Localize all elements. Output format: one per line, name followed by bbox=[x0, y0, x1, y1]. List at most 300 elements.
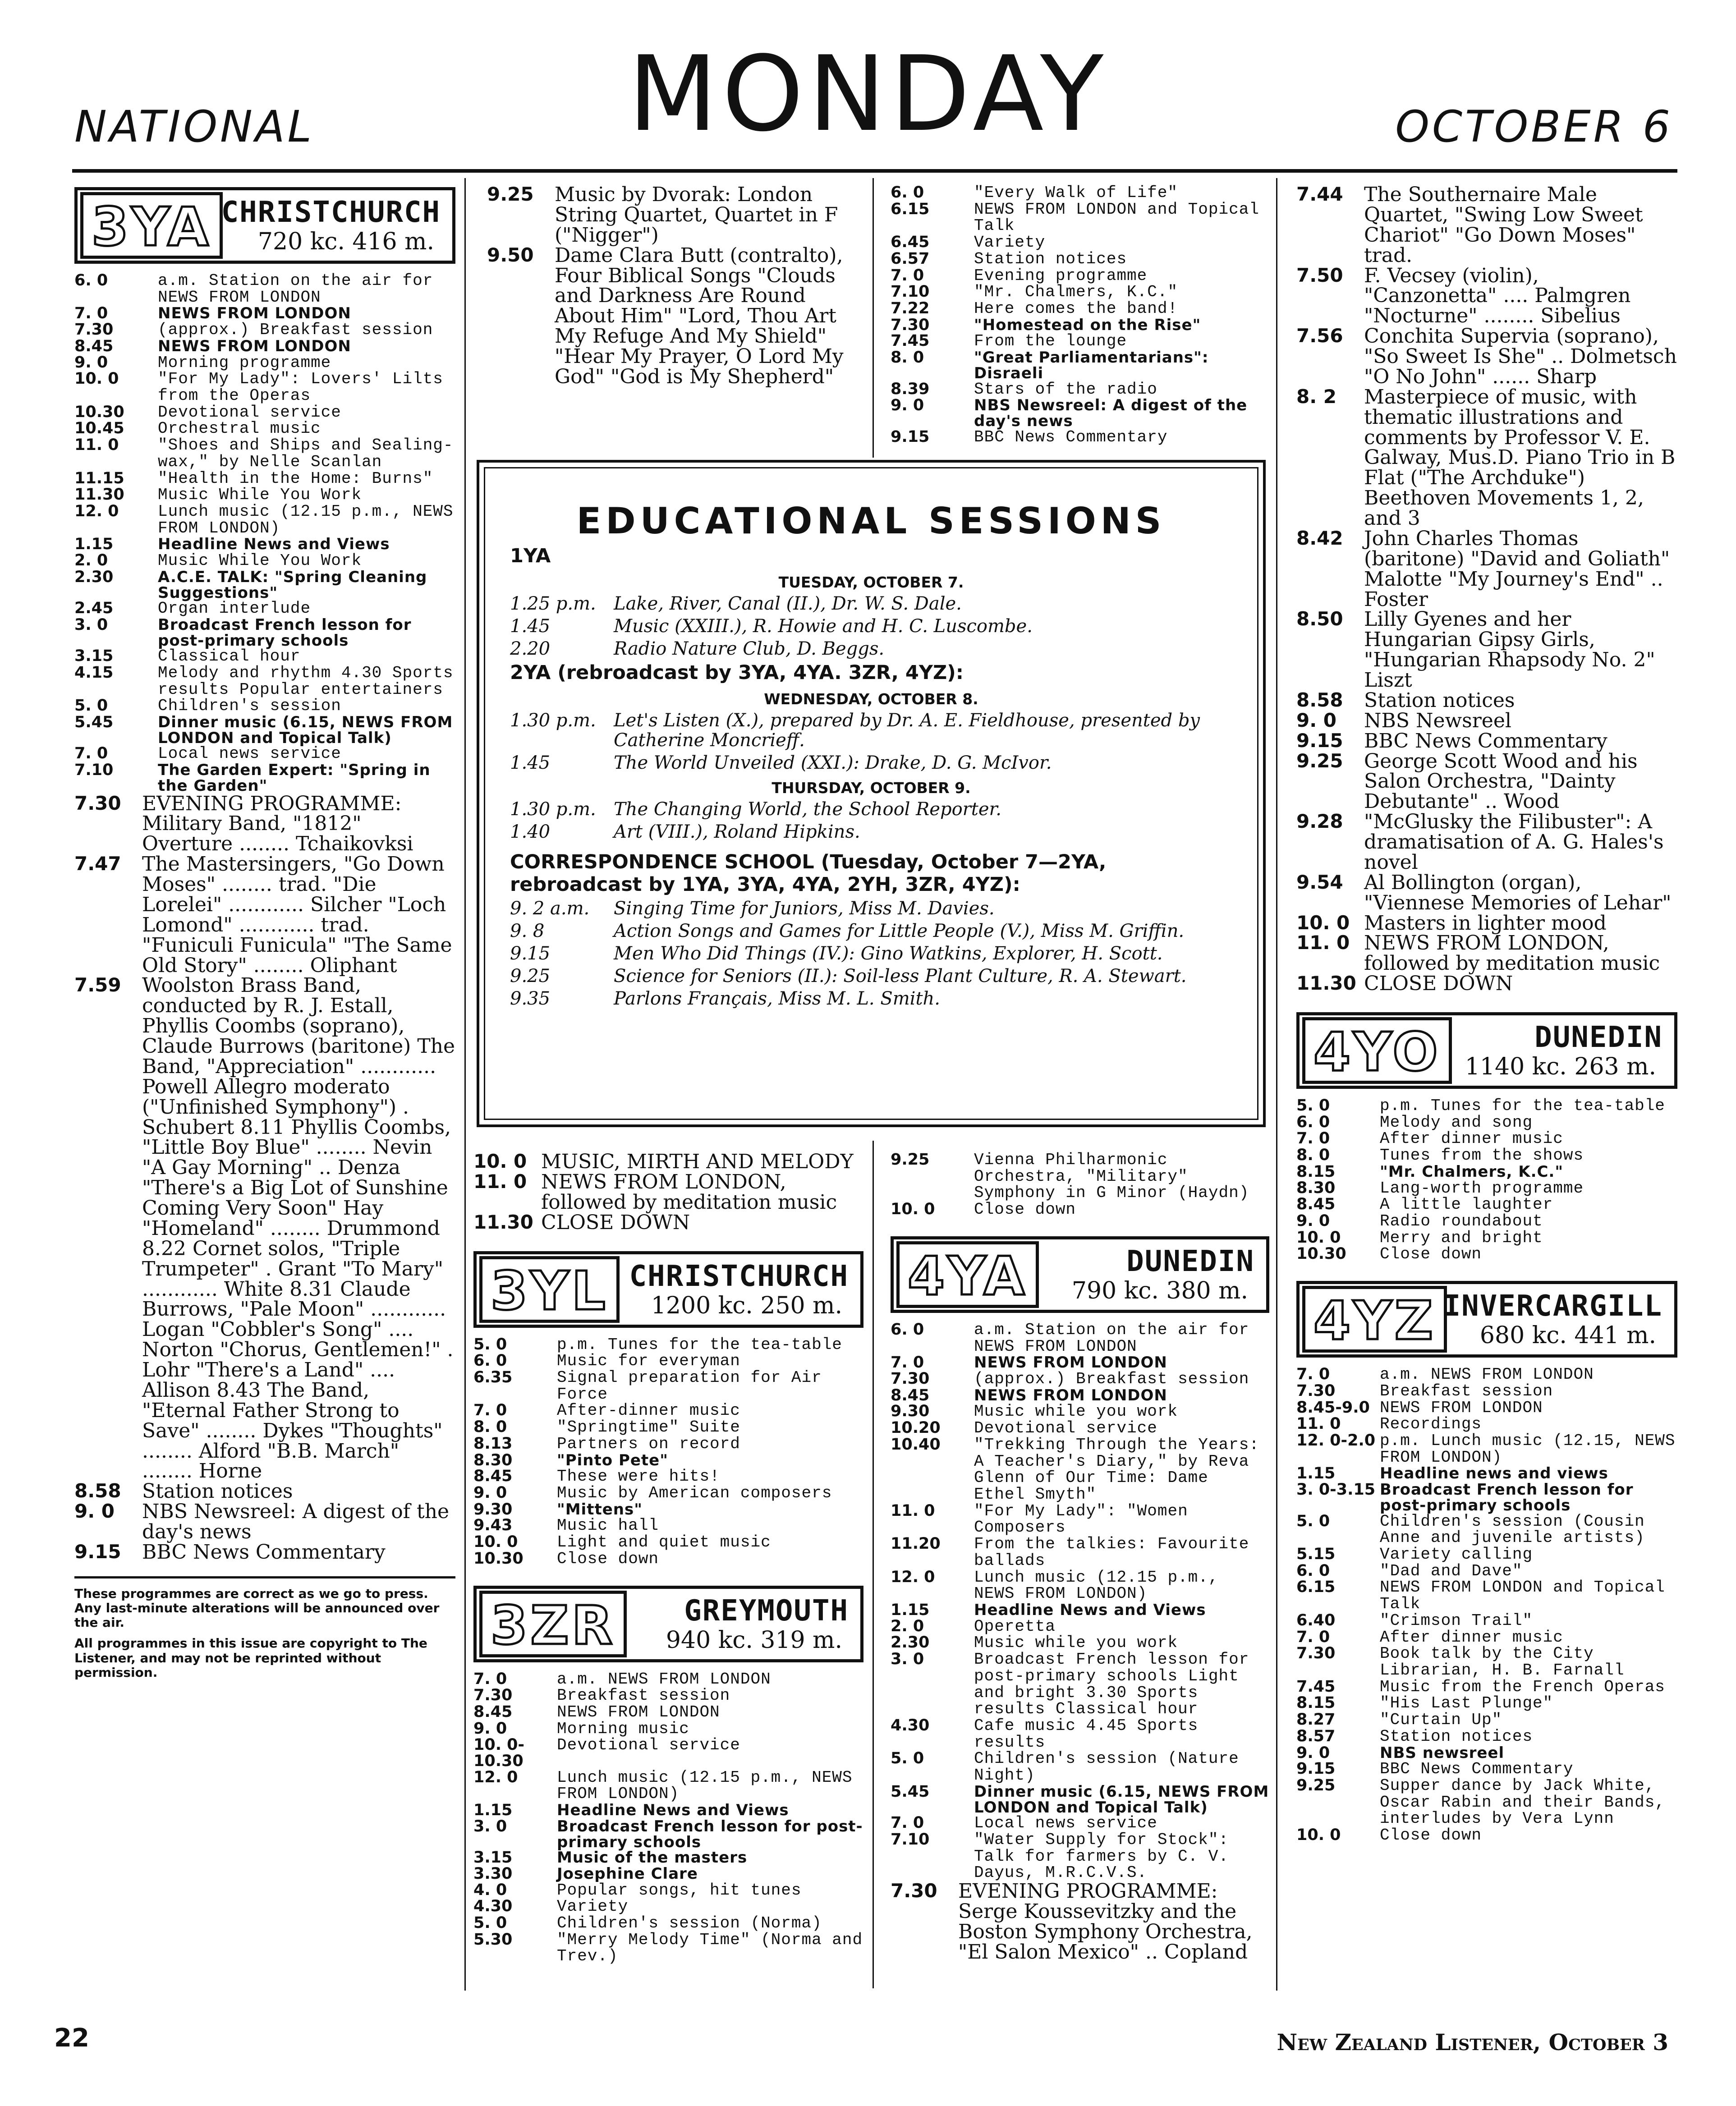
programme-time: 7.30 bbox=[891, 316, 930, 334]
programme-time: 9.15 bbox=[74, 1540, 121, 1563]
programme-entry bbox=[1296, 749, 1677, 813]
programme-title: NBS Newsreel: A digest of the day's news bbox=[142, 1500, 450, 1544]
programme-time: 8.57 bbox=[1296, 1727, 1336, 1745]
programme-entry bbox=[1296, 1563, 1677, 1580]
programme-title: Morning programme bbox=[158, 353, 331, 372]
programme-title: Stars of the radio bbox=[974, 380, 1157, 399]
programme-time: 7.30 bbox=[891, 1880, 937, 1902]
programme-title: "For My Lady": Lovers' Lilts from the Operas bbox=[158, 370, 443, 405]
programme-title: a.m. Station on the air for NEWS FROM LONDON bbox=[974, 1320, 1249, 1356]
notice-alterations: These programmes are correct as we go to press. Any last-minute alterations will be announced over the air. bbox=[74, 1586, 440, 1630]
programme-entry bbox=[473, 1932, 863, 1965]
station-freq-4ya: 790 kc. 380 m. bbox=[1071, 1277, 1248, 1304]
programme-title: Cafe music 4.45 Sports results bbox=[974, 1716, 1199, 1752]
programme-title: Tunes from the shows bbox=[1380, 1146, 1584, 1165]
programme-entry bbox=[473, 1468, 863, 1485]
programme-time: 7.45 bbox=[1296, 1677, 1336, 1696]
programme-entry bbox=[473, 1485, 863, 1502]
edu-session-time: 1.45 bbox=[510, 752, 551, 773]
programme-time: 9. 0 bbox=[1296, 709, 1337, 731]
programme-time: 12. 0 bbox=[74, 502, 119, 520]
programme-time: 10. 0 bbox=[473, 1152, 527, 1172]
edu-session-title: Action Songs and Games for Little People (V.), Miss M. Griffin. bbox=[614, 921, 1185, 941]
schedule-3ya-evening bbox=[74, 794, 455, 1563]
programme-entry bbox=[74, 715, 455, 746]
programme-time: 4.30 bbox=[473, 1897, 513, 1916]
programme-time: 7.50 bbox=[1296, 264, 1343, 286]
programme-title: Lunch music (12.15 p.m., NEWS FROM LONDON) bbox=[158, 502, 454, 537]
station-freq-3zr: 940 kc. 319 m. bbox=[666, 1626, 842, 1654]
programme-title: "Trekking Through the Years: A Teacher's Diary," by Reva Glenn of Our Time: Dame Ethel Smyth" bbox=[974, 1435, 1259, 1504]
programme-entry bbox=[74, 648, 455, 665]
programme-entry bbox=[74, 976, 455, 1482]
schedule-3zr bbox=[473, 1671, 863, 1965]
programme-entry bbox=[1296, 1695, 1677, 1712]
programme-time: 1.15 bbox=[74, 535, 114, 554]
programme-entry bbox=[1296, 1514, 1677, 1546]
header-rule bbox=[72, 169, 1677, 173]
station-box-3zr bbox=[473, 1586, 863, 1662]
programme-entry bbox=[1296, 1400, 1677, 1417]
programme-entry bbox=[1296, 326, 1677, 387]
programme-title: NEWS FROM LONDON bbox=[974, 1386, 1167, 1404]
schedule-3ya-close bbox=[473, 1152, 863, 1233]
programme-entry bbox=[74, 698, 455, 715]
programme-time: 8.58 bbox=[1296, 688, 1343, 711]
programme-title: Orchestral music bbox=[158, 419, 321, 438]
edu-session-time: 9.15 bbox=[510, 943, 551, 964]
programme-entry bbox=[891, 1404, 1269, 1420]
programme-entry bbox=[1296, 1367, 1677, 1383]
programme-title: "Mittens" bbox=[557, 1500, 643, 1519]
programme-title: NEWS FROM LONDON and Topical Talk bbox=[1380, 1578, 1665, 1614]
programme-entry bbox=[891, 317, 1269, 334]
station-freq-4yo: 1140 kc. 263 m. bbox=[1465, 1053, 1656, 1080]
programme-title: (approx.) Breakfast session bbox=[158, 321, 433, 340]
programme-title: Josephine Clare bbox=[557, 1864, 698, 1883]
programme-title: "Mr. Chalmers, K.C." bbox=[1380, 1162, 1564, 1181]
programme-time: 3. 0-3.15 bbox=[1296, 1481, 1376, 1499]
programme-entry bbox=[891, 1635, 1269, 1652]
programme-time: 8.27 bbox=[1296, 1711, 1336, 1729]
programme-entry bbox=[891, 1751, 1269, 1784]
programme-entry bbox=[891, 1619, 1269, 1635]
programme-time: 11.30 bbox=[1296, 972, 1356, 995]
programme-entry bbox=[1296, 812, 1677, 873]
programme-entry bbox=[74, 273, 455, 306]
programme-entry bbox=[74, 437, 455, 470]
programme-title: Music of the masters bbox=[557, 1849, 748, 1867]
edu-session-row bbox=[510, 944, 1232, 964]
programme-title: Masters in lighter mood bbox=[1364, 911, 1607, 935]
programme-entry bbox=[473, 1671, 863, 1688]
programme-time: 7.22 bbox=[891, 299, 930, 318]
programme-time: 7.10 bbox=[891, 283, 930, 301]
page-title: MONDAY bbox=[628, 34, 1108, 155]
station-freq-3yl: 1200 kc. 250 m. bbox=[651, 1292, 842, 1319]
programme-title: NEWS FROM LONDON bbox=[158, 337, 351, 355]
edu-rows-4 bbox=[510, 899, 1232, 1009]
programme-entry bbox=[891, 1602, 1269, 1619]
programme-title: Organ interlude bbox=[158, 599, 311, 618]
programme-title: NBS newsreel bbox=[1380, 1744, 1505, 1762]
programme-time: 8.45 bbox=[473, 1702, 513, 1721]
programme-entry bbox=[891, 1652, 1269, 1718]
programme-entry bbox=[1296, 933, 1677, 974]
edu-session-time: 1.30 p.m. bbox=[510, 799, 596, 820]
programme-time: 9. 0 bbox=[473, 1719, 507, 1738]
edu-session-row bbox=[510, 616, 1232, 636]
programme-time: 7. 0 bbox=[74, 304, 108, 323]
programme-title: After dinner music bbox=[1380, 1628, 1563, 1647]
edu-session-row bbox=[510, 966, 1232, 986]
programme-title: Devotional service bbox=[557, 1736, 740, 1755]
programme-entry bbox=[473, 1502, 863, 1518]
programme-time: 9.25 bbox=[1296, 1776, 1336, 1794]
programme-title: Close down bbox=[557, 1549, 659, 1568]
programme-entry bbox=[891, 1202, 1269, 1218]
edu-session-row bbox=[510, 753, 1232, 773]
programme-title: The Mastersingers, "Go Down Moses" ........ trad. "Die Lorelei" ............ Silcher "Loch Lomond" ............ trad. "Funiculi Funicula" "The Same Old Story" ........ Oliphant bbox=[142, 853, 452, 977]
programme-title: Melody and rhythm 4.30 Sports results Popular entertainers bbox=[158, 663, 454, 699]
programme-entry bbox=[891, 1569, 1269, 1602]
station-freq-3ya: 720 kc. 416 m. bbox=[257, 228, 434, 255]
programme-time: 10.40 bbox=[891, 1435, 941, 1454]
programme-entry bbox=[1296, 610, 1677, 691]
programme-entry bbox=[473, 1213, 863, 1233]
column-divider-2 bbox=[873, 178, 874, 458]
programme-title: Headline news and views bbox=[1380, 1464, 1608, 1483]
programme-title: Radio roundabout bbox=[1380, 1212, 1543, 1230]
edu-session-time: 1.45 bbox=[510, 616, 551, 637]
edu-session-title: Men Who Did Things (IV.): Gino Watkins, Explorer, H. Scott. bbox=[614, 943, 1163, 964]
programme-entry bbox=[891, 1371, 1269, 1388]
programme-time: 7. 0 bbox=[1296, 1365, 1330, 1384]
station-box-3yl bbox=[473, 1251, 863, 1328]
programme-time: 10. 0 bbox=[1296, 1228, 1341, 1247]
programme-time: 9. 0 bbox=[74, 1500, 115, 1523]
programme-entry bbox=[891, 350, 1269, 381]
programme-entry bbox=[473, 1915, 863, 1932]
programme-title: George Scott Wood and his Salon Orchestra, "Dainty Debutante" .. Wood bbox=[1364, 749, 1638, 813]
programme-entry bbox=[74, 471, 455, 487]
programme-title: The Southernaire Male Quartet, "Swing Low Sweet Chariot" "Go Down Moses" trad. bbox=[1364, 185, 1643, 267]
programme-time: 9.30 bbox=[891, 1402, 930, 1421]
programme-time: 11. 0 bbox=[473, 1170, 527, 1193]
programme-title: Morning music bbox=[557, 1719, 689, 1738]
programme-title: Station notices bbox=[974, 249, 1127, 268]
programme-title: Vienna Philharmonic Orchestra, "Military" Symphony in G Minor (Haydn) bbox=[974, 1152, 1249, 1202]
programme-time: 8. 2 bbox=[1296, 385, 1337, 408]
programme-entry bbox=[891, 1536, 1269, 1569]
programme-title: Station notices bbox=[1364, 688, 1515, 712]
programme-entry bbox=[473, 1152, 863, 1172]
programme-time: 4. 0 bbox=[473, 1881, 507, 1899]
programme-entry bbox=[1296, 913, 1677, 934]
programme-entry bbox=[74, 665, 455, 698]
programme-time: 6.35 bbox=[473, 1368, 513, 1386]
programme-title: NEWS FROM LONDON, followed by meditation music bbox=[541, 1170, 837, 1214]
programme-entry bbox=[1296, 731, 1677, 752]
programme-time: 12. 0 bbox=[473, 1768, 518, 1786]
programme-title: "Crimson Trail" bbox=[1380, 1611, 1533, 1630]
programme-time: 8.30 bbox=[473, 1451, 513, 1469]
programme-time: 5.15 bbox=[1296, 1545, 1336, 1563]
edu-rows-3 bbox=[510, 799, 1232, 842]
programme-time: 11.15 bbox=[74, 469, 124, 487]
programme-title: From the talkies: Favourite ballads bbox=[974, 1535, 1249, 1570]
programme-entry bbox=[1296, 1827, 1677, 1844]
programme-title: Close down bbox=[1380, 1826, 1482, 1845]
programme-title: Popular songs, hit tunes bbox=[557, 1881, 802, 1900]
programme-title: These were hits! bbox=[557, 1467, 720, 1486]
programme-time: 3.15 bbox=[473, 1849, 513, 1867]
schedule-4ya-late bbox=[1296, 185, 1677, 994]
programme-title: Variety bbox=[557, 1897, 629, 1916]
programme-entry bbox=[473, 1899, 863, 1915]
schedule-3yl-cont bbox=[891, 185, 1269, 445]
programme-entry bbox=[473, 1551, 863, 1568]
programme-title: Music by Dvorak: London String Quartet, Quartet in F ("Nigger") bbox=[555, 185, 838, 247]
programme-time: 2.30 bbox=[74, 568, 114, 586]
programme-title: p.m. Lunch music (12.15, NEWS FROM LONDON) bbox=[1380, 1432, 1676, 1467]
programme-time: 2. 0 bbox=[74, 551, 108, 570]
programme-title: Music While You Work bbox=[158, 486, 362, 505]
programme-title: Music by American composers bbox=[557, 1483, 832, 1502]
programme-time: 5.30 bbox=[473, 1930, 513, 1949]
programme-entry bbox=[891, 1815, 1269, 1832]
programme-entry bbox=[1296, 1115, 1677, 1131]
schedule-3yl bbox=[473, 1337, 863, 1568]
programme-entry bbox=[891, 1152, 1269, 1202]
programme-title: Lunch music (12.15 p.m., NEWS FROM LONDON) bbox=[974, 1568, 1219, 1603]
station-call-4yz: 4YZ bbox=[1302, 1286, 1447, 1353]
edu-session-time: 9.35 bbox=[510, 988, 551, 1009]
edu-session-title: The Changing World, the School Reporter. bbox=[614, 799, 1001, 820]
programme-entry bbox=[1296, 688, 1677, 712]
programme-entry bbox=[1296, 185, 1677, 266]
programme-entry bbox=[473, 1882, 863, 1899]
programme-time: 5.45 bbox=[891, 1782, 930, 1801]
programme-time: 8.45-9.0 bbox=[1296, 1398, 1370, 1417]
programme-entry bbox=[487, 243, 863, 388]
programme-time: 7.47 bbox=[74, 853, 121, 875]
programme-title: Light and quiet music bbox=[557, 1533, 771, 1552]
edu-session-title: Music (XXIII.), R. Howie and H. C. Luscombe. bbox=[614, 616, 1033, 637]
programme-time: 8.13 bbox=[473, 1434, 513, 1453]
edu-session-time: 2.20 bbox=[510, 638, 551, 659]
programme-title: F. Vecsey (violin), "Canzonetta" .... Palmgren "Nocturne" ........ Sibelius bbox=[1364, 264, 1631, 328]
programme-title: Supper dance by Jack White, Oscar Rabin and their Bands, interludes by Vera Lynn bbox=[1380, 1776, 1665, 1828]
programme-time: 10.30 bbox=[473, 1549, 524, 1568]
programme-title: Headline News and Views bbox=[974, 1601, 1206, 1620]
programme-time: 10.30 bbox=[74, 403, 124, 421]
programme-entry bbox=[1296, 1230, 1677, 1247]
programme-entry bbox=[891, 1784, 1269, 1815]
programme-time: 4.15 bbox=[74, 663, 114, 682]
edu-session-time: 9. 2 a.m. bbox=[510, 898, 590, 919]
programme-entry bbox=[473, 1403, 863, 1419]
programme-entry bbox=[473, 1803, 863, 1819]
schedule-4yz bbox=[1296, 1367, 1677, 1844]
programme-entry bbox=[1296, 1147, 1677, 1164]
programme-entry bbox=[74, 322, 455, 339]
programme-time: 8.15 bbox=[1296, 1694, 1336, 1712]
programme-time: 10. 0 bbox=[74, 370, 119, 388]
edu-session-time: 1.30 p.m. bbox=[510, 710, 596, 731]
programme-time: 1.15 bbox=[891, 1601, 930, 1620]
programme-entry bbox=[74, 569, 455, 601]
programme-title: Children's session (Cousin Anne and juvenile artists) bbox=[1380, 1512, 1645, 1547]
programme-time: 10. 0 bbox=[1296, 1826, 1341, 1844]
programme-time: 11.20 bbox=[891, 1535, 941, 1553]
programme-title: Masterpiece of music, with thematic illustrations and comments by Professor V. E. Galway, Mus.D. Piano Trio in B Flat ("The Archduke") Beethoven Movements 1, 2, and 3 bbox=[1364, 385, 1676, 530]
programme-title: (approx.) Breakfast session bbox=[974, 1370, 1249, 1388]
programme-time: 3. 0 bbox=[473, 1817, 507, 1835]
programme-title: Broadcast French lesson for post-primary schools Light and bright 3.30 Sports results Classical hour bbox=[974, 1650, 1249, 1719]
programme-entry bbox=[1296, 873, 1677, 913]
programme-time: 7.30 bbox=[473, 1686, 513, 1705]
programme-title: Merry and bright bbox=[1380, 1228, 1543, 1247]
programme-entry bbox=[74, 794, 455, 855]
programme-time: 5. 0 bbox=[1296, 1512, 1330, 1530]
programme-entry bbox=[1296, 1466, 1677, 1482]
programme-entry bbox=[1296, 1745, 1677, 1762]
programme-entry bbox=[1296, 1679, 1677, 1696]
programme-entry bbox=[1296, 974, 1677, 994]
programme-time: 8.15 bbox=[1296, 1162, 1336, 1181]
programme-entry bbox=[1296, 1416, 1677, 1433]
programme-entry bbox=[1296, 1629, 1677, 1646]
programme-time: 8.42 bbox=[1296, 527, 1343, 549]
programme-time: 10.20 bbox=[891, 1419, 941, 1437]
edu-day-thursday: THURSDAY, OCTOBER 9. bbox=[772, 779, 971, 797]
programme-title: Music hall bbox=[557, 1516, 659, 1535]
programme-time: 7. 0 bbox=[1296, 1628, 1330, 1646]
edu-rows-1 bbox=[510, 594, 1232, 659]
column-divider-4 bbox=[1276, 178, 1277, 1991]
programme-title: Melody and song bbox=[1380, 1113, 1533, 1132]
edu-session-row bbox=[510, 899, 1232, 918]
programme-time: 8.50 bbox=[1296, 608, 1343, 630]
edu-session-time: 9. 8 bbox=[510, 921, 545, 941]
programme-time: 8.45 bbox=[891, 1386, 930, 1404]
programme-title: BBC News Commentary bbox=[1364, 729, 1607, 752]
programme-title: Breakfast session bbox=[557, 1686, 730, 1705]
programme-time: 9.25 bbox=[891, 1152, 930, 1169]
programme-time: 11.30 bbox=[473, 1211, 533, 1233]
programme-time: 7. 0 bbox=[891, 1814, 924, 1832]
programme-entry bbox=[473, 1688, 863, 1704]
programme-title: Broadcast French lesson for post-primary schools bbox=[557, 1817, 863, 1851]
programme-title: BBC News Commentary bbox=[974, 427, 1168, 446]
programme-entry bbox=[74, 421, 455, 437]
station-city-3yl: CHRISTCHURCH bbox=[629, 1259, 849, 1293]
programme-entry bbox=[473, 1353, 863, 1370]
programme-time: 10. 0 bbox=[473, 1533, 518, 1551]
edu-session-title: Singing Time for Juniors, Miss M. Davies. bbox=[614, 898, 995, 919]
programme-time: 1.15 bbox=[1296, 1464, 1336, 1483]
programme-entry bbox=[891, 1355, 1269, 1371]
programme-entry bbox=[1296, 1197, 1677, 1213]
programme-entry bbox=[891, 185, 1269, 202]
programme-time: 7.59 bbox=[74, 974, 121, 996]
programme-title: a.m. NEWS FROM LONDON bbox=[1380, 1365, 1594, 1384]
programme-entry bbox=[891, 284, 1269, 301]
programme-time: 12. 0 bbox=[891, 1568, 935, 1586]
programme-title: "His Last Plunge" bbox=[1380, 1694, 1553, 1713]
programme-title: NEWS FROM LONDON and Topical Talk bbox=[974, 200, 1259, 235]
programme-entry bbox=[891, 398, 1269, 429]
programme-time: 11.30 bbox=[74, 486, 124, 504]
programme-entry bbox=[473, 1453, 863, 1469]
copyright-notice bbox=[74, 1576, 455, 1680]
programme-title: NBS Newsreel bbox=[1364, 709, 1511, 732]
programme-time: 7. 0 bbox=[891, 1354, 924, 1372]
programme-entry bbox=[1296, 1482, 1677, 1513]
edu-session-title: Parlons Français, Miss M. L. Smith. bbox=[614, 988, 941, 1009]
edu-session-time: 1.25 p.m. bbox=[510, 593, 596, 614]
programme-title: Variety calling bbox=[1380, 1545, 1533, 1564]
edu-session-time: 1.40 bbox=[510, 821, 551, 842]
programme-entry bbox=[891, 1437, 1269, 1503]
programme-time: 7. 0 bbox=[74, 744, 108, 763]
header-date: OCTOBER 6 bbox=[1395, 101, 1673, 152]
programme-title: p.m. Tunes for the tea-table bbox=[557, 1335, 842, 1354]
edu-rows-2 bbox=[510, 711, 1232, 773]
programme-time: 6.15 bbox=[1296, 1578, 1336, 1597]
programme-entry bbox=[891, 301, 1269, 317]
programme-time: 5. 0 bbox=[891, 1749, 924, 1768]
programme-entry bbox=[1296, 1778, 1677, 1827]
programme-entry bbox=[74, 553, 455, 569]
programme-entry bbox=[74, 355, 455, 372]
programme-time: 7.10 bbox=[891, 1830, 930, 1849]
programme-title: Conchita Supervia (soprano), "So Sweet Is She" .. Dolmetsch "O No John" ...... Sharp bbox=[1364, 325, 1677, 388]
programme-time: 7. 0 bbox=[891, 266, 924, 284]
programme-entry bbox=[74, 601, 455, 617]
station-box-4ya bbox=[891, 1236, 1269, 1313]
edu-session-title: The World Unveiled (XXI.): Drake, D. G. McIvor. bbox=[614, 752, 1052, 773]
programme-title: Dinner music (6.15, NEWS FROM LONDON and Topical Talk) bbox=[158, 713, 453, 747]
programme-title: a.m. Station on the air for NEWS FROM LONDON bbox=[158, 271, 433, 307]
programme-entry bbox=[891, 1503, 1269, 1536]
programme-title: Classical hour bbox=[158, 647, 301, 666]
programme-entry bbox=[891, 234, 1269, 251]
edu-session-row bbox=[510, 921, 1232, 941]
programme-entry bbox=[1296, 1433, 1677, 1466]
column-1 bbox=[74, 187, 455, 1986]
programme-time: 3.15 bbox=[74, 647, 114, 665]
programme-time: 10. 0-10.30 bbox=[473, 1736, 525, 1771]
column-2-top bbox=[487, 185, 863, 455]
programme-title: Here comes the band! bbox=[974, 299, 1178, 318]
programme-title: Headline News and Views bbox=[158, 535, 390, 554]
programme-time: 9.30 bbox=[473, 1500, 513, 1519]
programme-title: "Springtime" Suite bbox=[557, 1418, 740, 1437]
programme-time: 7. 0 bbox=[473, 1401, 507, 1420]
programme-title: "Every Walk of Life" bbox=[974, 185, 1178, 202]
edu-session-title: Let's Listen (X.), prepared by Dr. A. E. Fieldhouse, presented by Catherine Moncrieff. bbox=[614, 710, 1200, 751]
programme-entry bbox=[1296, 711, 1677, 731]
station-freq-4yz: 680 kc. 441 m. bbox=[1479, 1322, 1656, 1349]
programme-time: 6.40 bbox=[1296, 1611, 1336, 1629]
programme-title: Close down bbox=[1380, 1245, 1482, 1264]
programme-time: 6. 0 bbox=[891, 1320, 924, 1339]
programme-entry bbox=[74, 339, 455, 355]
programme-time: 10.45 bbox=[74, 419, 124, 438]
programme-entry bbox=[1296, 387, 1677, 529]
